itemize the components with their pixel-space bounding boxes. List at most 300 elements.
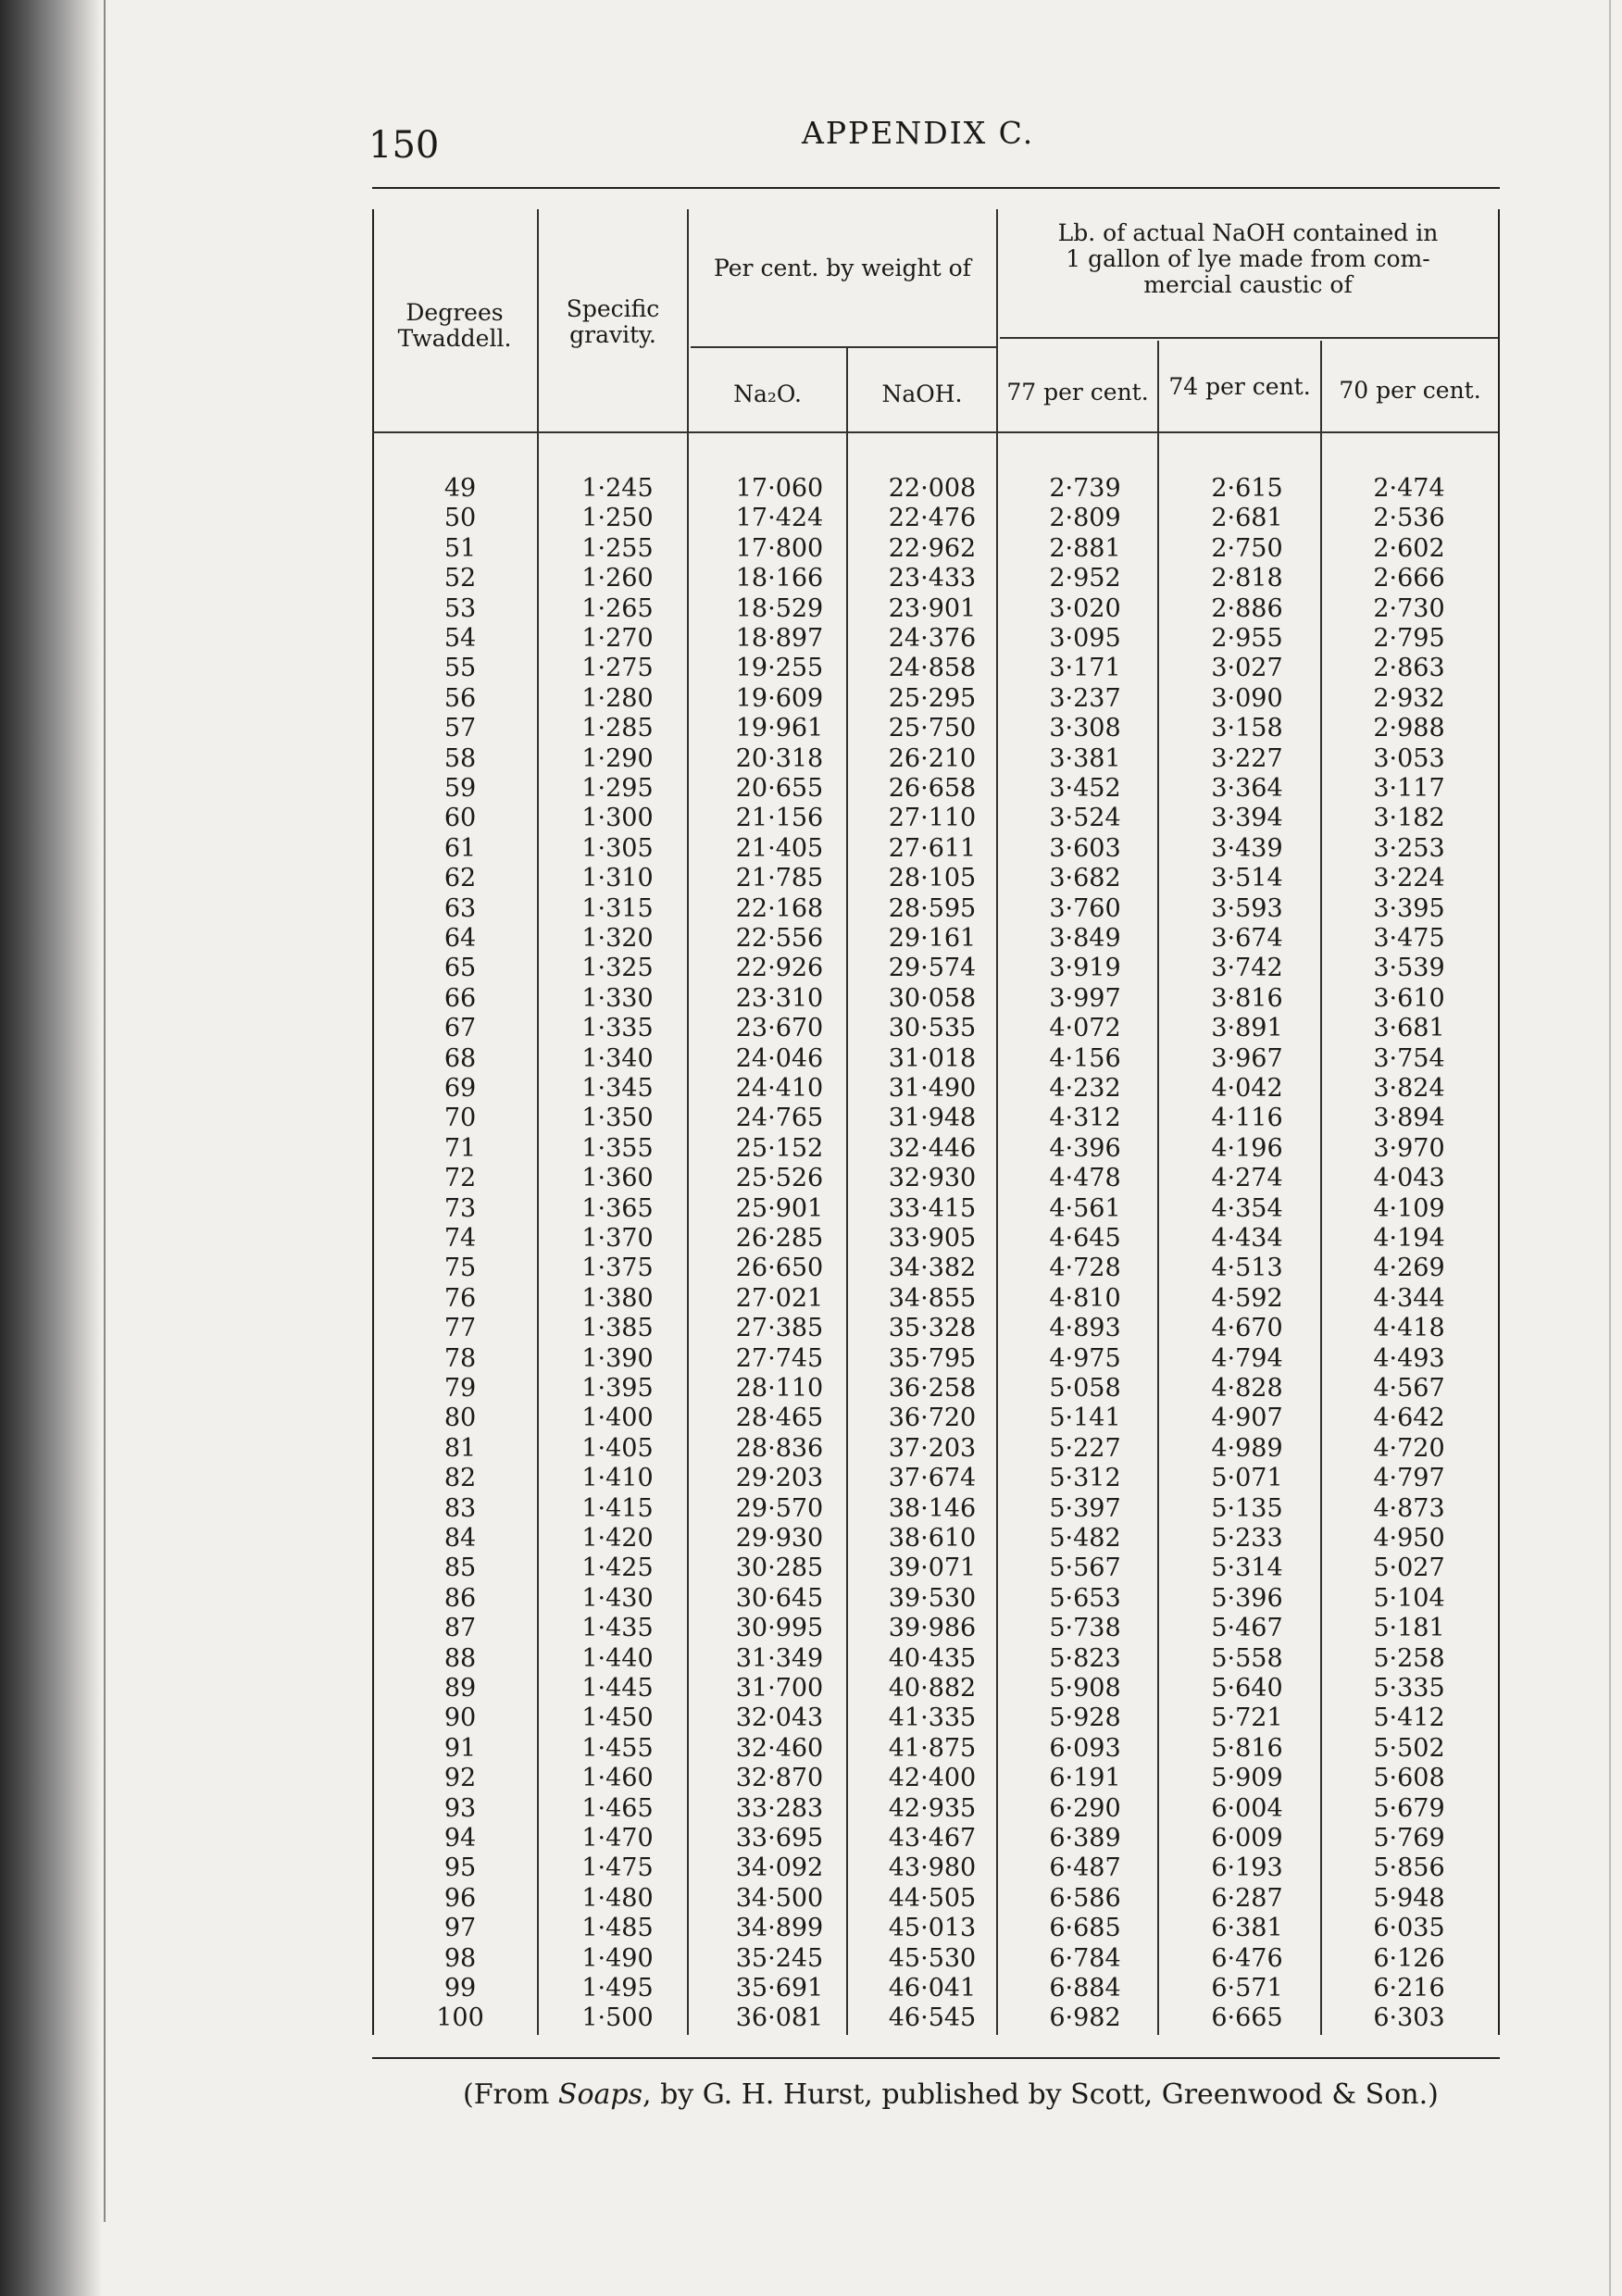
cell-na2o-percent: 25·152: [735, 1133, 824, 1163]
cell-lb-70-per-cent: 3·395: [1373, 893, 1445, 923]
cell-degrees-twaddell: 98: [443, 1943, 477, 1973]
cell-naoh-percent: 39·986: [888, 1614, 977, 1643]
cell-lb-77-per-cent: 4·396: [1049, 1133, 1121, 1163]
cell-specific-gravity: 1·495: [581, 1974, 654, 2003]
cell-lb-70-per-cent: 2·795: [1373, 624, 1445, 653]
table-row: [372, 1164, 1500, 1193]
cell-specific-gravity: 1·320: [581, 924, 654, 953]
cell-lb-70-per-cent: 3·824: [1373, 1074, 1445, 1103]
cell-lb-77-per-cent: 3·171: [1049, 654, 1121, 683]
cell-lb-74-per-cent: 4·116: [1211, 1104, 1283, 1133]
cell-na2o-percent: 32·460: [735, 1733, 824, 1763]
cell-lb-70-per-cent: 2·666: [1373, 564, 1445, 593]
cell-lb-70-per-cent: 4·194: [1373, 1224, 1445, 1253]
cell-na2o-percent: 26·650: [735, 1254, 824, 1283]
cell-naoh-percent: 28·595: [888, 893, 977, 923]
cell-lb-70-per-cent: 4·269: [1373, 1254, 1445, 1283]
cell-lb-70-per-cent: 5·502: [1373, 1733, 1445, 1763]
cell-na2o-percent: 18·897: [735, 624, 824, 653]
cell-naoh-percent: 30·058: [888, 983, 977, 1013]
cell-degrees-twaddell: 85: [443, 1554, 477, 1583]
cell-lb-74-per-cent: 3·158: [1211, 714, 1283, 743]
table-row: [372, 2003, 1500, 2033]
cell-naoh-percent: 28·105: [888, 864, 977, 893]
table-row: [372, 1884, 1500, 1914]
cell-lb-74-per-cent: 2·750: [1211, 533, 1283, 563]
cell-lb-77-per-cent: 6·685: [1049, 1914, 1121, 1943]
cell-na2o-percent: 34·500: [735, 1883, 824, 1913]
table-row: [372, 984, 1500, 1014]
cell-naoh-percent: 26·210: [888, 743, 977, 773]
cell-lb-74-per-cent: 3·816: [1211, 983, 1283, 1013]
cell-lb-70-per-cent: 3·754: [1373, 1043, 1445, 1073]
cell-lb-70-per-cent: 4·720: [1373, 1433, 1445, 1463]
source-caption: (From Soaps, by G. H. Hurst, published by Scott, Greenwood & Son.): [463, 2078, 1439, 2111]
cell-specific-gravity: 1·500: [581, 2003, 654, 2033]
cell-lb-77-per-cent: 4·975: [1049, 1343, 1121, 1373]
cell-lb-74-per-cent: 5·558: [1211, 1643, 1283, 1673]
cell-na2o-percent: 18·166: [735, 564, 824, 593]
cell-degrees-twaddell: 65: [443, 954, 477, 983]
cell-lb-77-per-cent: 3·020: [1049, 593, 1121, 623]
cell-naoh-percent: 26·658: [888, 774, 977, 803]
cell-lb-77-per-cent: 3·308: [1049, 714, 1121, 743]
cell-degrees-twaddell: 82: [443, 1464, 477, 1493]
cell-lb-74-per-cent: 4·592: [1211, 1283, 1283, 1313]
cell-degrees-twaddell: 77: [443, 1314, 477, 1343]
cell-lb-77-per-cent: 5·312: [1049, 1464, 1121, 1493]
cell-naoh-percent: 43·467: [888, 1824, 977, 1853]
header-percent-by-weight: Per cent. by weight of: [714, 255, 971, 281]
cell-na2o-percent: 21·156: [735, 804, 824, 833]
cell-specific-gravity: 1·265: [581, 593, 654, 623]
cell-lb-74-per-cent: 6·287: [1211, 1883, 1283, 1913]
cell-lb-74-per-cent: 6·571: [1211, 1974, 1283, 2003]
cell-lb-74-per-cent: 3·364: [1211, 774, 1283, 803]
cell-naoh-percent: 42·400: [888, 1764, 977, 1793]
cell-lb-74-per-cent: 4·434: [1211, 1224, 1283, 1253]
cell-degrees-twaddell: 51: [443, 533, 477, 563]
cell-lb-70-per-cent: 3·053: [1373, 743, 1445, 773]
table-row: [372, 1074, 1500, 1104]
cell-naoh-percent: 36·258: [888, 1374, 977, 1403]
cell-lb-74-per-cent: 4·907: [1211, 1404, 1283, 1433]
cell-specific-gravity: 1·480: [581, 1883, 654, 1913]
cell-degrees-twaddell: 74: [443, 1224, 477, 1253]
cell-na2o-percent: 30·995: [735, 1614, 824, 1643]
cell-naoh-percent: 24·858: [888, 654, 977, 683]
table-row: [372, 1284, 1500, 1314]
cell-naoh-percent: 46·545: [888, 2003, 977, 2033]
cell-lb-74-per-cent: 5·467: [1211, 1614, 1283, 1643]
cell-lb-74-per-cent: 5·909: [1211, 1764, 1283, 1793]
cell-specific-gravity: 1·415: [581, 1493, 654, 1523]
table-row: [372, 1974, 1500, 2003]
cell-lb-77-per-cent: 5·058: [1049, 1374, 1121, 1403]
table-row: [372, 864, 1500, 893]
cell-na2o-percent: 27·745: [735, 1343, 824, 1373]
table-row: [372, 594, 1500, 624]
cell-degrees-twaddell: 90: [443, 1703, 477, 1733]
cell-specific-gravity: 1·345: [581, 1074, 654, 1103]
table-row: [372, 1014, 1500, 1043]
cell-lb-70-per-cent: 5·608: [1373, 1764, 1445, 1793]
table-row: [372, 624, 1500, 654]
cell-lb-77-per-cent: 6·191: [1049, 1764, 1121, 1793]
cell-lb-70-per-cent: 4·344: [1373, 1283, 1445, 1313]
cell-specific-gravity: 1·475: [581, 1853, 654, 1883]
cell-lb-77-per-cent: 6·389: [1049, 1824, 1121, 1853]
cell-naoh-percent: 22·962: [888, 533, 977, 563]
cell-degrees-twaddell: 86: [443, 1583, 477, 1613]
cell-degrees-twaddell: 55: [443, 654, 477, 683]
cell-lb-74-per-cent: 4·196: [1211, 1133, 1283, 1163]
cell-lb-77-per-cent: 6·093: [1049, 1733, 1121, 1763]
cell-na2o-percent: 24·410: [735, 1074, 824, 1103]
table-row: [372, 1434, 1500, 1464]
cell-specific-gravity: 1·380: [581, 1283, 654, 1313]
cell-lb-70-per-cent: 5·258: [1373, 1643, 1445, 1673]
cell-naoh-percent: 39·071: [888, 1554, 977, 1583]
cell-degrees-twaddell: 62: [443, 864, 477, 893]
cell-lb-77-per-cent: 2·739: [1049, 474, 1121, 503]
cell-lb-70-per-cent: 4·043: [1373, 1164, 1445, 1193]
cell-na2o-percent: 32·043: [735, 1703, 824, 1733]
cell-specific-gravity: 1·465: [581, 1793, 654, 1823]
cell-naoh-percent: 37·674: [888, 1464, 977, 1493]
table-row: [372, 1584, 1500, 1614]
cell-naoh-percent: 31·948: [888, 1104, 977, 1133]
cell-naoh-percent: 46·041: [888, 1974, 977, 2003]
cell-degrees-twaddell: 52: [443, 564, 477, 593]
cell-lb-77-per-cent: 3·603: [1049, 833, 1121, 863]
cell-lb-70-per-cent: 5·335: [1373, 1674, 1445, 1703]
cell-specific-gravity: 1·355: [581, 1133, 654, 1163]
cell-na2o-percent: 23·670: [735, 1014, 824, 1043]
cell-lb-70-per-cent: 3·610: [1373, 983, 1445, 1013]
cell-lb-70-per-cent: 3·970: [1373, 1133, 1445, 1163]
cell-na2o-percent: 29·570: [735, 1493, 824, 1523]
header-bottom-rule: [372, 431, 1498, 433]
cell-specific-gravity: 1·360: [581, 1164, 654, 1193]
cell-degrees-twaddell: 66: [443, 983, 477, 1013]
cell-specific-gravity: 1·325: [581, 954, 654, 983]
cell-lb-74-per-cent: 6·665: [1211, 2003, 1283, 2033]
cell-na2o-percent: 19·609: [735, 683, 824, 713]
cell-lb-70-per-cent: 3·894: [1373, 1104, 1445, 1133]
cell-lb-77-per-cent: 2·952: [1049, 564, 1121, 593]
cell-degrees-twaddell: 79: [443, 1374, 477, 1403]
table-row: [372, 1494, 1500, 1524]
cell-naoh-percent: 34·855: [888, 1283, 977, 1313]
cell-lb-77-per-cent: 3·997: [1049, 983, 1121, 1013]
cell-lb-77-per-cent: 3·237: [1049, 683, 1121, 713]
cell-lb-70-per-cent: 4·109: [1373, 1193, 1445, 1223]
cell-naoh-percent: 35·795: [888, 1343, 977, 1373]
cell-na2o-percent: 26·285: [735, 1224, 824, 1253]
cell-lb-74-per-cent: 2·955: [1211, 624, 1283, 653]
table-row: [372, 1734, 1500, 1764]
table-row: [372, 1194, 1500, 1224]
cell-degrees-twaddell: 63: [443, 893, 477, 923]
cell-specific-gravity: 1·295: [581, 774, 654, 803]
cell-lb-74-per-cent: 4·354: [1211, 1193, 1283, 1223]
cell-specific-gravity: 1·255: [581, 533, 654, 563]
header-rule: [691, 346, 996, 348]
cell-naoh-percent: 35·328: [888, 1314, 977, 1343]
cell-lb-77-per-cent: 5·738: [1049, 1614, 1121, 1643]
cell-lb-77-per-cent: 6·982: [1049, 2003, 1121, 2033]
cell-lb-70-per-cent: 4·642: [1373, 1404, 1445, 1433]
cell-lb-70-per-cent: 6·303: [1373, 2003, 1445, 2033]
cell-lb-77-per-cent: 3·682: [1049, 864, 1121, 893]
cell-lb-74-per-cent: 5·816: [1211, 1733, 1283, 1763]
cell-na2o-percent: 19·961: [735, 714, 824, 743]
cell-lb-77-per-cent: 4·478: [1049, 1164, 1121, 1193]
table-row: [372, 924, 1500, 954]
cell-lb-74-per-cent: 6·476: [1211, 1943, 1283, 1973]
cell-lb-77-per-cent: 5·908: [1049, 1674, 1121, 1703]
table-row: [372, 654, 1500, 683]
cell-lb-77-per-cent: 6·290: [1049, 1793, 1121, 1823]
cell-degrees-twaddell: 94: [443, 1824, 477, 1853]
cell-specific-gravity: 1·490: [581, 1943, 654, 1973]
cell-lb-74-per-cent: 5·071: [1211, 1464, 1283, 1493]
cell-lb-70-per-cent: 4·873: [1373, 1493, 1445, 1523]
cell-naoh-percent: 25·750: [888, 714, 977, 743]
cell-naoh-percent: 30·535: [888, 1014, 977, 1043]
cell-lb-77-per-cent: 4·810: [1049, 1283, 1121, 1313]
cell-lb-70-per-cent: 2·730: [1373, 593, 1445, 623]
cell-lb-70-per-cent: 3·539: [1373, 954, 1445, 983]
cell-degrees-twaddell: 58: [443, 743, 477, 773]
cell-lb-77-per-cent: 5·482: [1049, 1524, 1121, 1553]
cell-lb-70-per-cent: 6·126: [1373, 1943, 1445, 1973]
cell-naoh-percent: 23·901: [888, 593, 977, 623]
cell-na2o-percent: 20·655: [735, 774, 824, 803]
cell-degrees-twaddell: 95: [443, 1853, 477, 1883]
page-edge-line: [104, 0, 106, 2222]
cell-lb-70-per-cent: 5·769: [1373, 1824, 1445, 1853]
cell-lb-74-per-cent: 4·513: [1211, 1254, 1283, 1283]
cell-na2o-percent: 34·092: [735, 1853, 824, 1883]
cell-lb-77-per-cent: 3·452: [1049, 774, 1121, 803]
cell-specific-gravity: 1·335: [581, 1014, 654, 1043]
cell-naoh-percent: 22·008: [888, 474, 977, 503]
cell-specific-gravity: 1·405: [581, 1433, 654, 1463]
table-row: [372, 504, 1500, 533]
cell-lb-74-per-cent: 6·193: [1211, 1853, 1283, 1883]
cell-lb-74-per-cent: 4·989: [1211, 1433, 1283, 1463]
cell-lb-74-per-cent: 2·886: [1211, 593, 1283, 623]
cell-na2o-percent: 25·526: [735, 1164, 824, 1193]
cell-naoh-percent: 27·611: [888, 833, 977, 863]
cell-specific-gravity: 1·375: [581, 1254, 654, 1283]
cell-lb-74-per-cent: 3·090: [1211, 683, 1283, 713]
cell-lb-74-per-cent: 5·721: [1211, 1703, 1283, 1733]
cell-degrees-twaddell: 99: [443, 1974, 477, 2003]
cell-lb-70-per-cent: 4·493: [1373, 1343, 1445, 1373]
cell-naoh-percent: 40·882: [888, 1674, 977, 1703]
cell-lb-77-per-cent: 5·928: [1049, 1703, 1121, 1733]
cell-lb-74-per-cent: 5·233: [1211, 1524, 1283, 1553]
cell-degrees-twaddell: 81: [443, 1433, 477, 1463]
cell-lb-77-per-cent: 4·312: [1049, 1104, 1121, 1133]
cell-na2o-percent: 32·870: [735, 1764, 824, 1793]
cell-lb-74-per-cent: 3·967: [1211, 1043, 1283, 1073]
cell-lb-70-per-cent: 6·216: [1373, 1974, 1445, 2003]
cell-na2o-percent: 28·465: [735, 1404, 824, 1433]
cell-degrees-twaddell: 87: [443, 1614, 477, 1643]
cell-degrees-twaddell: 54: [443, 624, 477, 653]
cell-lb-74-per-cent: 5·640: [1211, 1674, 1283, 1703]
table-row: [372, 1044, 1500, 1074]
cell-naoh-percent: 36·720: [888, 1404, 977, 1433]
cell-degrees-twaddell: 84: [443, 1524, 477, 1553]
cell-degrees-twaddell: 60: [443, 804, 477, 833]
cell-degrees-twaddell: 64: [443, 924, 477, 953]
table-row: [372, 1224, 1500, 1254]
cell-lb-77-per-cent: 2·809: [1049, 504, 1121, 533]
cell-degrees-twaddell: 50: [443, 504, 477, 533]
cell-naoh-percent: 38·610: [888, 1524, 977, 1553]
cell-specific-gravity: 1·460: [581, 1764, 654, 1793]
cell-specific-gravity: 1·330: [581, 983, 654, 1013]
cell-na2o-percent: 24·046: [735, 1043, 824, 1073]
data-table: [372, 187, 1500, 2059]
cell-degrees-twaddell: 49: [443, 474, 477, 503]
cell-na2o-percent: 34·899: [735, 1914, 824, 1943]
cell-degrees-twaddell: 53: [443, 593, 477, 623]
page-number: 150: [368, 124, 440, 167]
cell-lb-74-per-cent: 2·681: [1211, 504, 1283, 533]
cell-lb-77-per-cent: 4·156: [1049, 1043, 1121, 1073]
cell-naoh-percent: 37·203: [888, 1433, 977, 1463]
cell-degrees-twaddell: 61: [443, 833, 477, 863]
cell-lb-70-per-cent: 5·856: [1373, 1853, 1445, 1883]
table-row: [372, 474, 1500, 504]
cell-na2o-percent: 22·168: [735, 893, 824, 923]
cell-specific-gravity: 1·455: [581, 1733, 654, 1763]
cell-lb-77-per-cent: 5·141: [1049, 1404, 1121, 1433]
cell-degrees-twaddell: 70: [443, 1104, 477, 1133]
table-row: [372, 804, 1500, 833]
table-row: [372, 1314, 1500, 1343]
cell-naoh-percent: 45·013: [888, 1914, 977, 1943]
table-row: [372, 1794, 1500, 1824]
cell-degrees-twaddell: 75: [443, 1254, 477, 1283]
cell-specific-gravity: 1·340: [581, 1043, 654, 1073]
cell-lb-70-per-cent: 2·536: [1373, 504, 1445, 533]
cell-na2o-percent: 33·283: [735, 1793, 824, 1823]
table-row: [372, 1404, 1500, 1433]
cell-degrees-twaddell: 67: [443, 1014, 477, 1043]
table-row: [372, 1554, 1500, 1583]
cell-degrees-twaddell: 89: [443, 1674, 477, 1703]
header-na2o: Na₂O.: [733, 381, 802, 407]
cell-lb-70-per-cent: 2·932: [1373, 683, 1445, 713]
cell-naoh-percent: 33·415: [888, 1193, 977, 1223]
cell-na2o-percent: 23·310: [735, 983, 824, 1013]
cell-specific-gravity: 1·470: [581, 1824, 654, 1853]
header-naoh: NaOH.: [881, 381, 963, 407]
cell-specific-gravity: 1·270: [581, 624, 654, 653]
cell-naoh-percent: 42·935: [888, 1793, 977, 1823]
cell-lb-70-per-cent: 4·797: [1373, 1464, 1445, 1493]
cell-degrees-twaddell: 92: [443, 1764, 477, 1793]
cell-naoh-percent: 43·980: [888, 1853, 977, 1883]
table-row: [372, 1134, 1500, 1164]
cell-lb-70-per-cent: 5·104: [1373, 1583, 1445, 1613]
table-row: [372, 1764, 1500, 1793]
cell-naoh-percent: 29·574: [888, 954, 977, 983]
cell-naoh-percent: 32·930: [888, 1164, 977, 1193]
cell-naoh-percent: 25·295: [888, 683, 977, 713]
cell-lb-77-per-cent: 3·524: [1049, 804, 1121, 833]
cell-naoh-percent: 32·446: [888, 1133, 977, 1163]
cell-na2o-percent: 21·785: [735, 864, 824, 893]
cell-degrees-twaddell: 72: [443, 1164, 477, 1193]
cell-specific-gravity: 1·280: [581, 683, 654, 713]
table-row: [372, 954, 1500, 983]
cell-lb-77-per-cent: 4·645: [1049, 1224, 1121, 1253]
cell-na2o-percent: 35·691: [735, 1974, 824, 2003]
cell-specific-gravity: 1·430: [581, 1583, 654, 1613]
cell-na2o-percent: 22·556: [735, 924, 824, 953]
cell-lb-77-per-cent: 5·653: [1049, 1583, 1121, 1613]
cell-lb-70-per-cent: 3·681: [1373, 1014, 1445, 1043]
cell-specific-gravity: 1·315: [581, 893, 654, 923]
cell-lb-77-per-cent: 4·893: [1049, 1314, 1121, 1343]
cell-lb-74-per-cent: 2·615: [1211, 474, 1283, 503]
cell-na2o-percent: 31·349: [735, 1643, 824, 1673]
table-row: [372, 714, 1500, 743]
table-row: [372, 744, 1500, 774]
header-degrees-twaddell: Degrees Twaddell.: [397, 299, 512, 352]
cell-degrees-twaddell: 100: [436, 2003, 484, 2033]
cell-lb-70-per-cent: 3·224: [1373, 864, 1445, 893]
cell-degrees-twaddell: 83: [443, 1493, 477, 1523]
table-row: [372, 1644, 1500, 1674]
cell-specific-gravity: 1·425: [581, 1554, 654, 1583]
cell-specific-gravity: 1·420: [581, 1524, 654, 1553]
cell-na2o-percent: 27·385: [735, 1314, 824, 1343]
cell-lb-70-per-cent: 5·679: [1373, 1793, 1445, 1823]
cell-specific-gravity: 1·395: [581, 1374, 654, 1403]
cell-specific-gravity: 1·305: [581, 833, 654, 863]
cell-na2o-percent: 22·926: [735, 954, 824, 983]
table-row: [372, 1614, 1500, 1643]
cell-naoh-percent: 44·505: [888, 1883, 977, 1913]
cell-specific-gravity: 1·435: [581, 1614, 654, 1643]
cell-degrees-twaddell: 96: [443, 1883, 477, 1913]
cell-specific-gravity: 1·350: [581, 1104, 654, 1133]
cell-lb-74-per-cent: 4·828: [1211, 1374, 1283, 1403]
cell-naoh-percent: 34·382: [888, 1254, 977, 1283]
cell-lb-70-per-cent: 6·035: [1373, 1914, 1445, 1943]
cell-degrees-twaddell: 71: [443, 1133, 477, 1163]
cell-degrees-twaddell: 78: [443, 1343, 477, 1373]
cell-lb-74-per-cent: 4·042: [1211, 1074, 1283, 1103]
cell-lb-77-per-cent: 2·881: [1049, 533, 1121, 563]
cell-lb-74-per-cent: 6·381: [1211, 1914, 1283, 1943]
cell-lb-77-per-cent: 3·919: [1049, 954, 1121, 983]
cell-degrees-twaddell: 56: [443, 683, 477, 713]
cell-na2o-percent: 18·529: [735, 593, 824, 623]
cell-degrees-twaddell: 80: [443, 1404, 477, 1433]
cell-lb-74-per-cent: 3·674: [1211, 924, 1283, 953]
cell-specific-gravity: 1·445: [581, 1674, 654, 1703]
